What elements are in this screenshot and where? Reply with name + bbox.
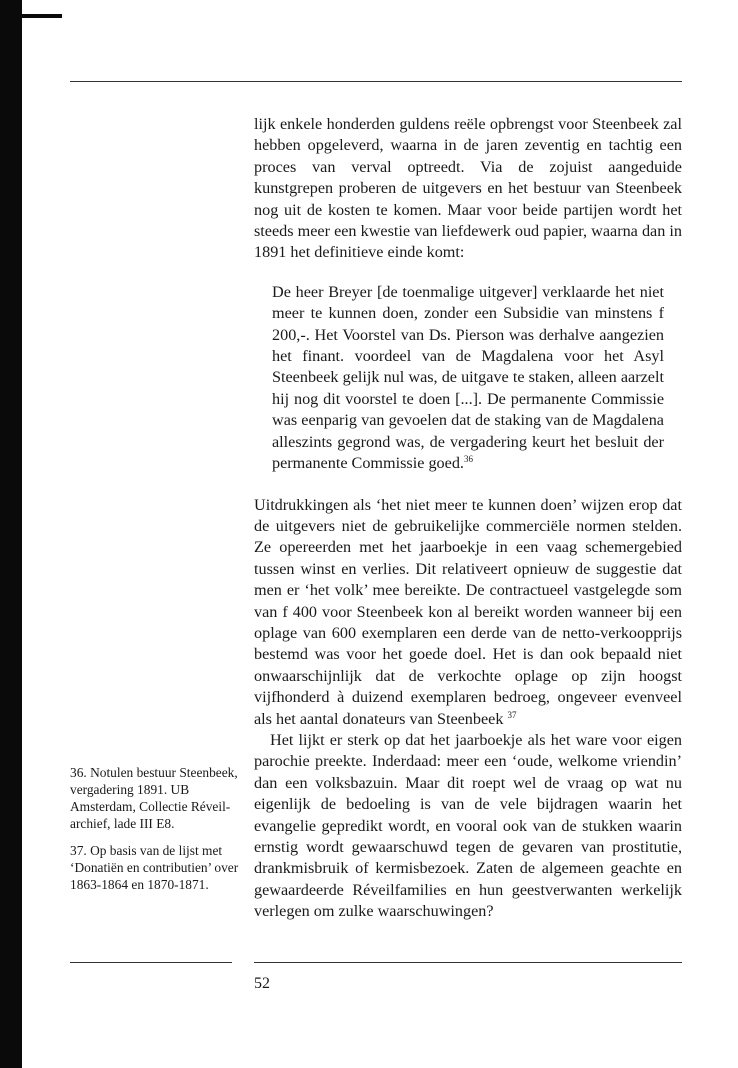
footer-rule-left	[70, 962, 232, 963]
paragraph-uitdrukkingen-text: Uitdrukkingen als ‘het niet meer te kunnen doen’ wijzen erop dat de uitgevers niet de gebruikelijke commerciële normen stelden. Ze opereerden met het jaarboekje in een vaag schemergebied tussen winst en verlies. Dit relativeert opnieuw de suggestie dat men er ‘het volk’ mee bereikte. De contractueel vastgelegde som van f 400 voor Steenbeek kon al bereikt worden wanneer bij een oplage van 600 exemplaren een derde van de netto-verkoopprijs bestemd was voor het goede doel. Het is dan ook bepaald niet onwaarschijnlijk dat de verkochte oplage op zijn hoogst vijfhonderd à duizend exemplaren bedroeg, ongeveer evenveel als het aantal donateurs van Steenbeek	[254, 495, 682, 728]
footnote-36: 36. Notulen bestuur Steenbeek, vergadering 1891. UB Amsterdam, Collectie Réveil-archief, lade III E8.	[70, 765, 238, 831]
page-number: 52	[254, 975, 270, 992]
scan-corner-tab	[0, 14, 62, 18]
paragraph-intro: lijk enkele honderden guldens reële opbrengst voor Steenbeek zal hebben opgeleverd, waarna in de jaren zeventig en tachtig een proces van verval optreedt. Via de zojuist aangeduide kunstgrepen proberen de uitgevers en het bestuur van Steenbeek nog uit de kosten te komen. Maar voor beide partijen wordt het steeds meer een kwestie van liefdewerk oud papier, waarna dan in 1891 het definitieve einde komt:	[254, 115, 682, 262]
block-quote-text: De heer Breyer [de toenmalige uitgever] verklaarde het niet meer te kunnen doen, zonder een Subsidie van minstens f 200,-. Het Voorstel van Ds. Pierson was derhalve aangezien het finant. voordeel van de Magdalena voor het Asyl Steenbeek gelijk nul was, de uitgave te staken, alleen aarzelt hij nog dit voorstel te doen [...]. De permanente Commissie was eenparig van gevoelen dat de staking van de Magdalena alleszints gegrond was, de vergadering keurt het besluit der permanente Commissie goed.	[272, 282, 664, 473]
header-rule	[70, 81, 682, 82]
footnote-ref-36: 36	[463, 454, 473, 465]
paragraph-uitdrukkingen	[254, 495, 682, 730]
scan-margin-bar	[0, 0, 22, 1068]
block-quote	[272, 282, 664, 475]
paragraph-het-lijkt: Het lijkt er sterk op dat het jaarboekje als het ware voor eigen parochie preekte. Inderdaad: meer een ‘oude, welkome vriendin’ dan een volksbazuin. Maar dit roept wel de vraag op wat nu eigenlijk de bedoeling is van de vele bijdragen waarin het evangelie gepredikt wordt, en vooral ook van de stukken waarin ernstig wordt gewaarschuwd tegen de gevaren van prostitutie, drankmisbruik of kermisbezoek. Zaten de algemeen geachte en gewaardeerde Réveilfamilies en hun geestverwanten werkelijk verlegen om zulke waarschuwingen?	[254, 730, 682, 921]
main-text-column	[254, 114, 682, 923]
footer-rule-right	[254, 962, 682, 963]
footnote-37: 37. Op basis van de lijst met ‘Donatiën en contributien’ over 1863-1864 en 1870-1871.	[70, 843, 239, 892]
footnotes-column	[70, 764, 240, 893]
footnote-ref-37: 37	[507, 709, 517, 720]
